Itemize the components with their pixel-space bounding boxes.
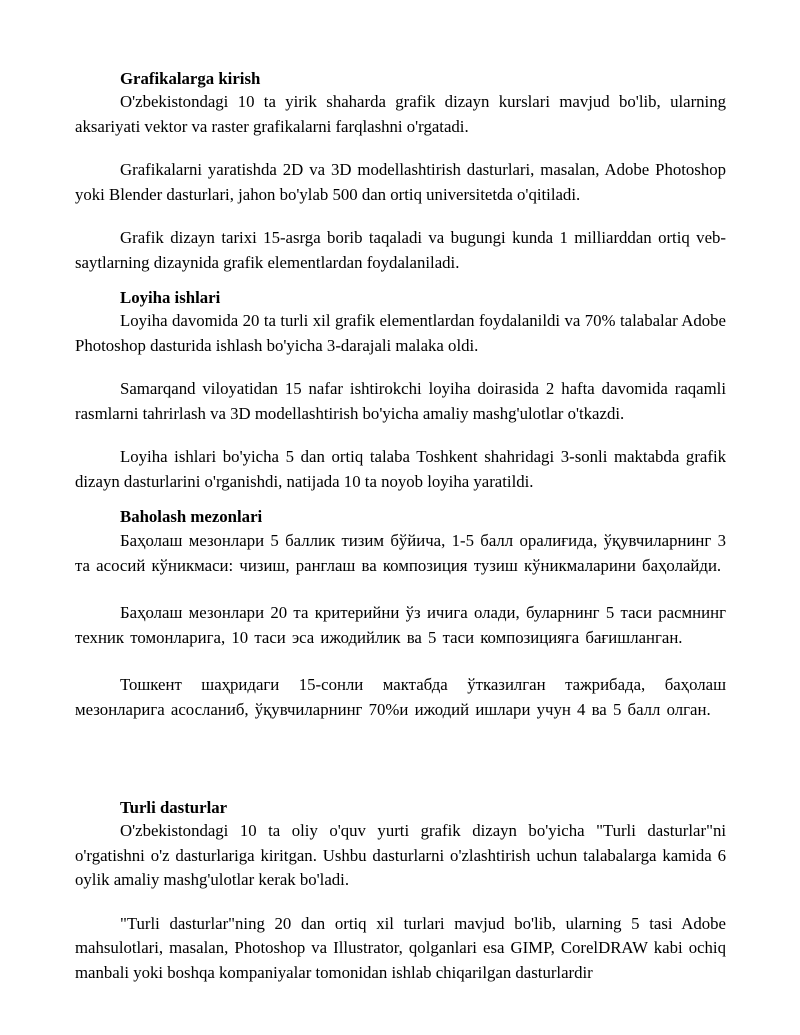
section-grafikalarga-kirish [75,67,726,275]
paragraph: Samarqand viloyatidan 15 nafar ishtirokchi loyiha doirasida 2 hafta davomida raqamli rasmlarni tahrirlash va 3D modellashtirish bo'yicha amaliy mashg'ulotlar o'tkazdi. [75,379,726,423]
section-heading: Turli dasturlar [120,798,228,817]
section-turli-dasturlar [75,796,726,985]
paragraph: Баҳолаш мезонлари 5 баллик тизим бўйича, 1-5 балл оралиғида, ўқувчиларнинг 3 та асосий кўникмаси: чизиш, ранглаш ва композиция тузиш кўникмаларини баҳолайди. [75,531,726,575]
section-loyiha-ishlari [75,286,726,494]
paragraph: Loyiha ishlari bo'yicha 5 dan ortiq talaba Toshkent shahridagi 3-sonli maktabda grafik dizayn dasturlarini o'rganishdi, natijada 10 ta noyob loyiha yaratildi. [75,447,726,491]
paragraph: O'zbekistondagi 10 ta yirik shaharda grafik dizayn kurslari mavjud bo'lib, ularning aksariyati vektor va raster grafikalarni farqlashni o'rgatadi. [75,92,726,136]
paragraph: Тошкент шаҳридаги 15-сонли мактабда ўтказилган тажрибада, баҳолаш мезонларига асосланиб, ўқувчиларнинг 70%и ижодий ишлари учун 4 ва 5 балл олган. [75,675,726,719]
paragraph: Grafik dizayn tarixi 15-asrga borib taqaladi va bugungi kunda 1 milliarddan ortiq veb-saytlarning dizaynida grafik elementlardan foydalaniladi. [75,228,726,272]
paragraph: Баҳолаш мезонлари 20 та критерийни ўз ичига олади, буларнинг 5 таси расмнинг техник томонларига, 10 таси эса ижодийлик ва 5 таси композицияга бағишланган. [75,603,726,647]
section-heading: Grafikalarga kirish [120,69,261,88]
section-baholash-mezonlari [75,505,726,722]
paragraph: Loyiha davomida 20 ta turli xil grafik elementlardan foydalanildi va 70% talabalar Adobe Photoshop dasturida ishlash bo'yicha 3-darajali malaka oldi. [75,311,726,355]
section-heading: Baholash mezonlari [120,507,263,526]
paragraph: "Turli dasturlar"ning 20 dan ortiq xil turlari mavjud bo'lib, ularning 5 tasi Adobe mahsulotlari, masalan, Photoshop va Illustrator, qolganlari esa GIMP, CorelDRAW kabi ochiq manbali yoki boshqa kompaniyalar tomonidan ishlab chiqarilgan dasturlardir [75,913,726,982]
paragraph: O'zbekistondagi 10 ta oliy o'quv yurti grafik dizayn bo'yicha "Turli dasturlar"ni o'rgatishni o'z dasturlariga kiritgan. Ushbu dasturlarni o'zlashtirish uchun talabalarga kamida 6 oylik amaliy mashg'ulotlar kerak bo'ladi. [75,821,726,889]
paragraph: Grafikalarni yaratishda 2D va 3D modellashtirish dasturlari, masalan, Adobe Photoshop yoki Blender dasturlari, jahon bo'ylab 500 dan ortiq universitetda o'qitiladi. [75,160,726,204]
section-heading: Loyiha ishlari [120,288,221,307]
